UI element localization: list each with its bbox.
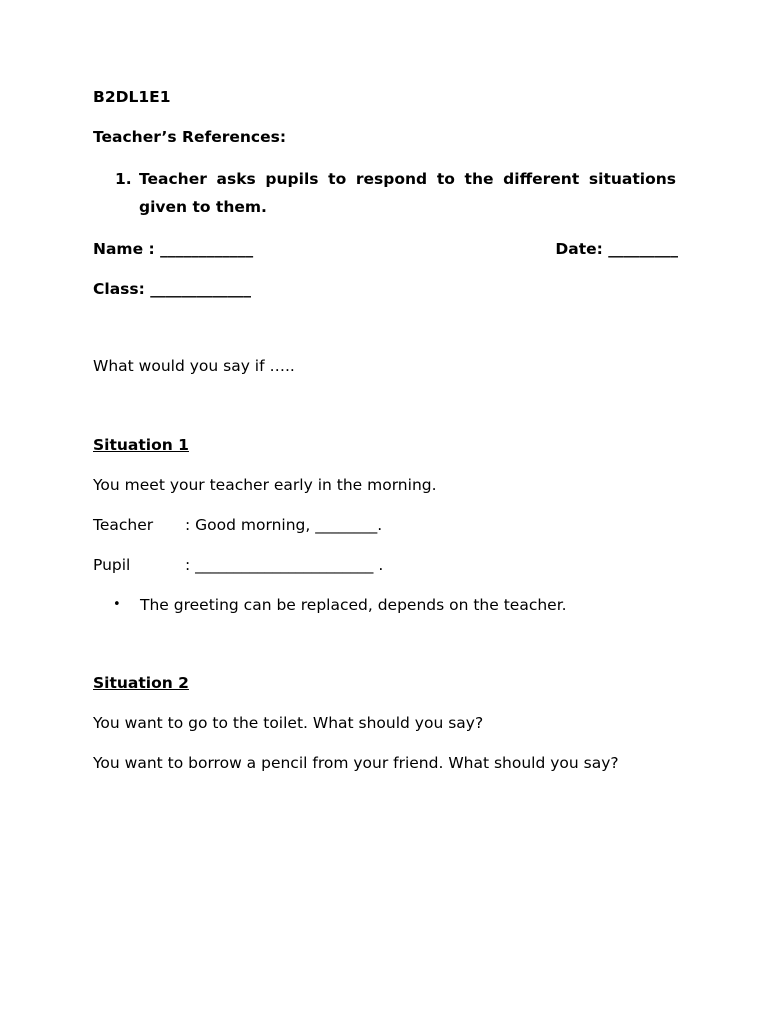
teacher-dialog-row [93, 514, 678, 536]
name-date-row [93, 238, 678, 260]
situation-2-question-2: You want to borrow a pencil from your friend. What should you say? [93, 754, 619, 772]
reference-item [115, 165, 678, 221]
situation-2-title: Situation 2 [93, 674, 189, 692]
bullet-note [113, 594, 678, 616]
pupil-dialog-line: : _______________________ . [185, 556, 384, 574]
prompt-question: What would you say if ….. [93, 357, 295, 375]
pupil-speaker-label: Pupil [93, 556, 131, 574]
teacher-speaker-label: Teacher [93, 516, 154, 534]
situation-1-title: Situation 1 [93, 436, 189, 454]
date-field: Date: _________ [555, 240, 678, 258]
teacher-dialog-line: : Good morning, ________. [185, 516, 383, 534]
reference-item-number: 1. [115, 170, 132, 188]
worksheet-page [93, 86, 678, 774]
bullet-icon: • [113, 597, 121, 612]
situation-1-description: You meet your teacher early in the morning. [93, 476, 437, 494]
pupil-dialog-row [93, 554, 678, 576]
document-code: B2DL1E1 [93, 88, 171, 106]
bullet-note-text: The greeting can be replaced, depends on the teacher. [140, 596, 567, 614]
situation-2-question-1: You want to go to the toilet. What should you say? [93, 714, 484, 732]
name-field: Name : ____________ [93, 240, 254, 258]
reference-item-text: Teacher asks pupils to respond to the different situations given to them. [139, 170, 676, 216]
class-field: Class: _____________ [93, 280, 251, 298]
references-heading: Teacher’s References: [93, 128, 287, 146]
